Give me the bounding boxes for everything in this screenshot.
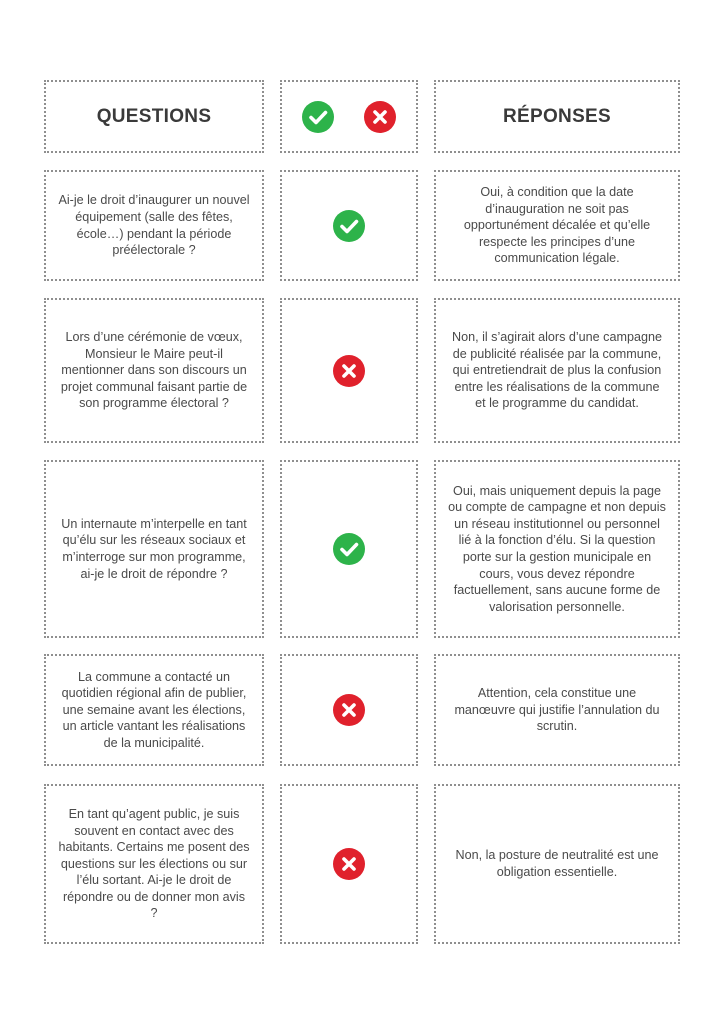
verdict-cell xyxy=(280,170,418,281)
question-cell xyxy=(44,654,264,766)
cross-icon xyxy=(333,694,365,726)
question-text: Ai-je le droit d’inaugurer un nouvel équipement (salle des fêtes, école…) pendant la période préélectorale ? xyxy=(58,193,250,258)
answer-text: Non, il s’agirait alors d’une campagne de publicité réalisée par la commune, qui entretiendrait de plus la confusion entre les réalisations de la commune et le programme du candidat. xyxy=(451,330,662,411)
header-questions-cell xyxy=(44,80,264,153)
answer-cell xyxy=(434,784,680,944)
answers-heading: RÉPONSES xyxy=(503,105,611,127)
question-cell xyxy=(44,298,264,443)
check-icon xyxy=(333,533,365,565)
question-text: La commune a contacté un quotidien régional afin de publier, une semaine avant les élections, un article vantant les réalisations de la municipalité. xyxy=(61,669,247,750)
verdict-cell xyxy=(280,460,418,638)
question-text: En tant qu’agent public, je suis souvent en contact avec des habitants. Certains me posent des questions sur les élections ou sur l’élu sortant. Ai-je le droit de répondre ou de donner mon avis ? xyxy=(58,806,250,921)
answer-cell xyxy=(434,460,680,638)
cross-icon xyxy=(333,355,365,387)
verdict-cell xyxy=(280,298,418,443)
questions-heading: QUESTIONS xyxy=(96,105,212,127)
cross-icon xyxy=(333,848,365,880)
answer-text: Oui, à condition que la date d’inauguration ne soit pas opportunément décalée et qu’elle respecte les principes d’une communication légale. xyxy=(463,185,651,266)
question-cell xyxy=(44,460,264,638)
cross-icon xyxy=(364,101,396,133)
verdict-cell xyxy=(280,784,418,944)
answer-text: Non, la posture de neutralité est une obligation essentielle. xyxy=(455,848,659,879)
answer-cell xyxy=(434,298,680,443)
question-cell xyxy=(44,784,264,944)
check-icon xyxy=(302,101,334,133)
check-icon xyxy=(333,210,365,242)
header-verdict-cell xyxy=(280,80,418,153)
answer-cell xyxy=(434,654,680,766)
header-answers-cell xyxy=(434,80,680,153)
verdict-cell xyxy=(280,654,418,766)
answer-cell xyxy=(434,170,680,281)
answer-text: Attention, cela constitue une manœuvre qui justifie l’annulation du scrutin. xyxy=(454,686,660,734)
question-text: Un internaute m’interpelle en tant qu’élu sur les réseaux sociaux et m’interroge sur mon programme, ai-je le droit de répondre ? xyxy=(61,516,247,581)
question-cell xyxy=(44,170,264,281)
answer-text: Oui, mais uniquement depuis la page ou compte de campagne et non depuis un réseau institutionnel ou personnel lié à la fonction d’élu. Si la question porte sur la gestion municipale en cours, vous devez répondre factuellement, sans aucune forme de valorisation personnelle. xyxy=(448,483,666,614)
question-text: Lors d’une cérémonie de vœux, Monsieur le Maire peut-il mentionner dans son discours un projet communal faisant partie de son programme électoral ? xyxy=(60,330,248,411)
